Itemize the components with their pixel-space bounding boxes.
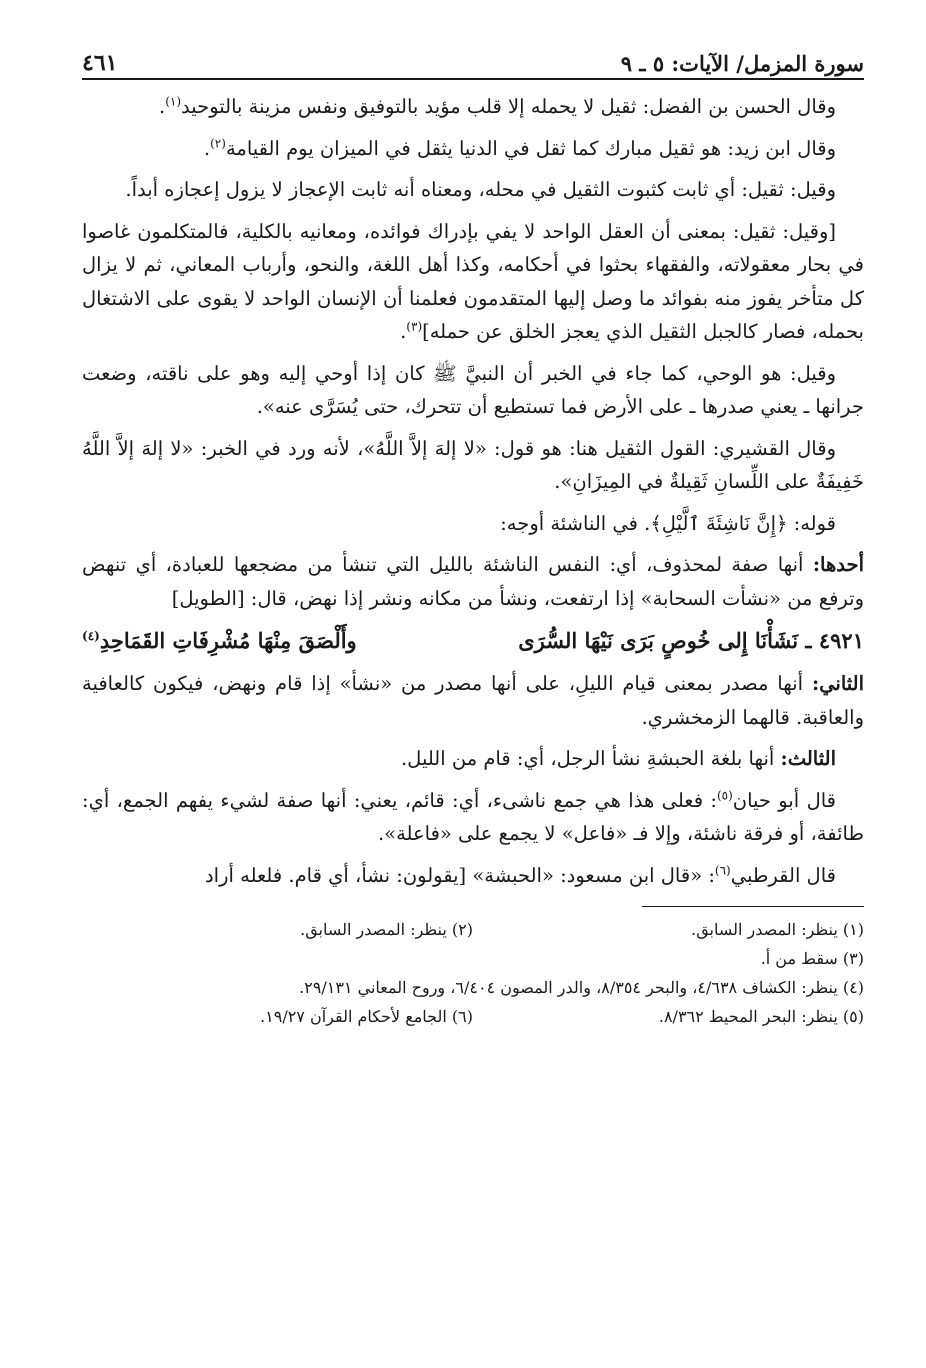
footnote-row-3 (82, 973, 864, 1002)
paragraph-11 (82, 784, 864, 851)
paragraph-4-text: [وقيل: ثقيل: بمعنى أن العقل الواحد لا يفي بإدراك فوائده، ومعانيه بالكلية، فالمتكلمون غاصوا في بحار معقولاته، والفقهاء بحثوا في أحكامه، وكذا أهل اللغة، والنحو، وأرباب المعاني، ثم لا يزال كل متأخر يفوز منه بفوائد ما وصل إليها المتقدمون فعلمنا أن الإنسان الواحد لا يقوى على الاشتغال بحمله، فصار كالجبل الثقيل الذي يعجز الخلق عن حمله] (82, 219, 864, 343)
paragraph-12-text-a: قال القرطبي (730, 863, 836, 887)
footnote-ref-4[interactable]: (٤) (82, 629, 100, 643)
paragraph-10-text: أنها بلغة الحبشةِ نشأ الرجل، أي: قام من الليل. (400, 747, 775, 770)
paragraph-10-lead: الثالث: (780, 747, 836, 770)
page-number: ٤٦١ (82, 50, 118, 76)
footnote-5: (٥) ينظر: البحر المحيط ٨/٣٦٢. (658, 1007, 864, 1026)
paragraph-5: وقيل: هو الوحي، كما جاء في الخبر أن النبيَّ ﷺ كان إذا أوحي إليه وهو على ناقته، وضعت جرانها ـ يعني صدرها ـ على الأرض فما تستطيع أن تتحرك، حتى يُسَرَّى عنه». (82, 361, 864, 418)
footnote-6: (٦) الجامع لأحكام القرآن ١٩/٢٧. (260, 1007, 473, 1026)
book-page (82, 40, 864, 1031)
footnote-3: (٣) سقط من أ. (760, 949, 864, 968)
footnote-ref-5[interactable]: (٥) (716, 788, 733, 802)
paragraph-8-text: أنها صفة لمحذوف، أي: النفس الناشئة بالليل التي تنشأ من مضجعها للعبادة، أي تنهض وترفع من «نشأت السحابة» إذا ارتفعت، ونشأ من مكانه ونشر إذا نهض، قال: [الطويل] (82, 553, 864, 610)
poem-verse (82, 623, 864, 659)
paragraph-3: وقيل: ثقيل: أي ثابت كثبوت الثقيل في محله، ومعناه أنه ثابت الإعجاز لا يزول إعجازه أبداً. (125, 178, 836, 201)
paragraph-8-lead: أحدها: (812, 553, 864, 576)
paragraph-6: وقال القشيري: القول الثقيل هنا: هو قول: «لا إلهَ إلاَّ اللَّهُ»، لأنه ورد في الخبر: «لا إلهَ إلاَّ اللَّهُ خَفِيفَةٌ على اللِّسانِ ثَقِيلةٌ في المِيزَانِ». (82, 436, 864, 493)
paragraph-1-text: وقال الحسن بن الفضل: ثقيل لا يحمله إلا قلب مؤيد بالتوفيق ونفس مزينة بالتوحيد (181, 95, 836, 118)
paragraph-12-text-b: : «قال ابن مسعود: «الحبشة» [يقولون: نشأ، أي قام. فلعله أراد (204, 863, 715, 887)
main-text (82, 90, 864, 892)
footnote-4: (٤) ينظر: الكشاف ٤/٦٣٨، والبحر ٨/٣٥٤، والدر المصون ٦/٤٠٤، وروح المعاني ٢٩/١٣١. (299, 978, 864, 997)
paragraph-11-text-b: : فعلى هذا هي جمع ناشىء، أي: قائم، يعني: أنها صفة لشيء يفهم الجمع، أي: طائفة، أو فرقة ناشئة، وإلا فـ «فاعل» لا يجمع على «فاعلة». (82, 788, 864, 845)
paragraph-9-lead: الثاني: (811, 672, 865, 695)
paragraph-9-text: أنها مصدر بمعنى قيام الليلِ، على أنها مصدر من «نشأ» إذا قام ونهض، فيكون كالعافية والعاقبة. قالهما الزمخشري. (82, 672, 864, 729)
footnote-row-4 (82, 1002, 864, 1031)
paragraph-8 (82, 548, 864, 615)
paragraph-4: [وقيل: ثقيل: بمعنى أن العقل الواحد لا يفي بإدراك فوائده، ومعانيه بالكلية، فالمتكلمون غاصوا في بحار معقولاته، والفقهاء بحثوا في أحكامه، وكذا أهل اللغة، والنحو، وأرباب المعاني، ثم لا يزال كل متأخر يفوز منه بفوائد ما وصل إليها المتقدمون فعلمنا أن الإنسان الواحد لا يقوى على الاشتغال بحمله، فصار كالجبل الثقيل الذي يعجز الخلق عن حمله]$^{(٣)}$. (82, 219, 864, 343)
poem-first-hemistich: ٤٩٢١ ـ نَشَأْنَا إِلى خُوصٍ بَرَى نَيْهَا السُّرَى (518, 628, 864, 653)
poem-second-hemistich-text: وأَلْصَقَ مِنْهَا مُشْرِفَاتِ القَمَاحِدِ (99, 628, 357, 653)
running-title: سورة المزمل/ الآيات: ٥ ـ ٩ (620, 51, 864, 76)
footnote-2: (٢) ينظر: المصدر السابق. (300, 920, 473, 939)
footnote-ref-3[interactable]: (٣) (406, 319, 423, 334)
footnotes (82, 915, 864, 1031)
paragraph-1: وقال الحسن بن الفضل: ثقيل لا يحمله إلا قلب مؤيد بالتوفيق ونفس مزينة بالتوحيد$^{(١)}$. (158, 94, 836, 118)
paragraph-7: قوله: ﴿إِنَّ نَاشِئَةَ ٱلَّيْلِ﴾. في الناشئة أوجه: (500, 511, 836, 535)
footnote-ref-6[interactable]: (٦) (714, 863, 731, 877)
footnote-1: (١) ينظر: المصدر السابق. (691, 920, 864, 939)
footnote-separator (642, 906, 864, 907)
paragraph-11-text-a: قال أبو حيان (732, 788, 836, 812)
poem-second-hemistich (82, 623, 450, 659)
paragraph-2-text: وقال ابن زيد: هو ثقيل مبارك كما ثقل في الدنيا يثقل في الميزان يوم القيامة (225, 136, 836, 160)
paragraph-10 (82, 742, 864, 776)
paragraph-12 (82, 859, 864, 893)
footnote-ref-1[interactable]: (١) (165, 94, 182, 109)
page-header (82, 40, 864, 80)
paragraph-2: وقال ابن زيد: هو ثقيل مبارك كما ثقل في الدنيا يثقل في الميزان يوم القيامة$^{(٢)}$. (203, 136, 836, 160)
footnote-row-2 (82, 944, 864, 973)
paragraph-9 (82, 667, 864, 734)
footnote-ref-2[interactable]: (٢) (210, 136, 226, 150)
footnote-row-1 (82, 915, 864, 944)
